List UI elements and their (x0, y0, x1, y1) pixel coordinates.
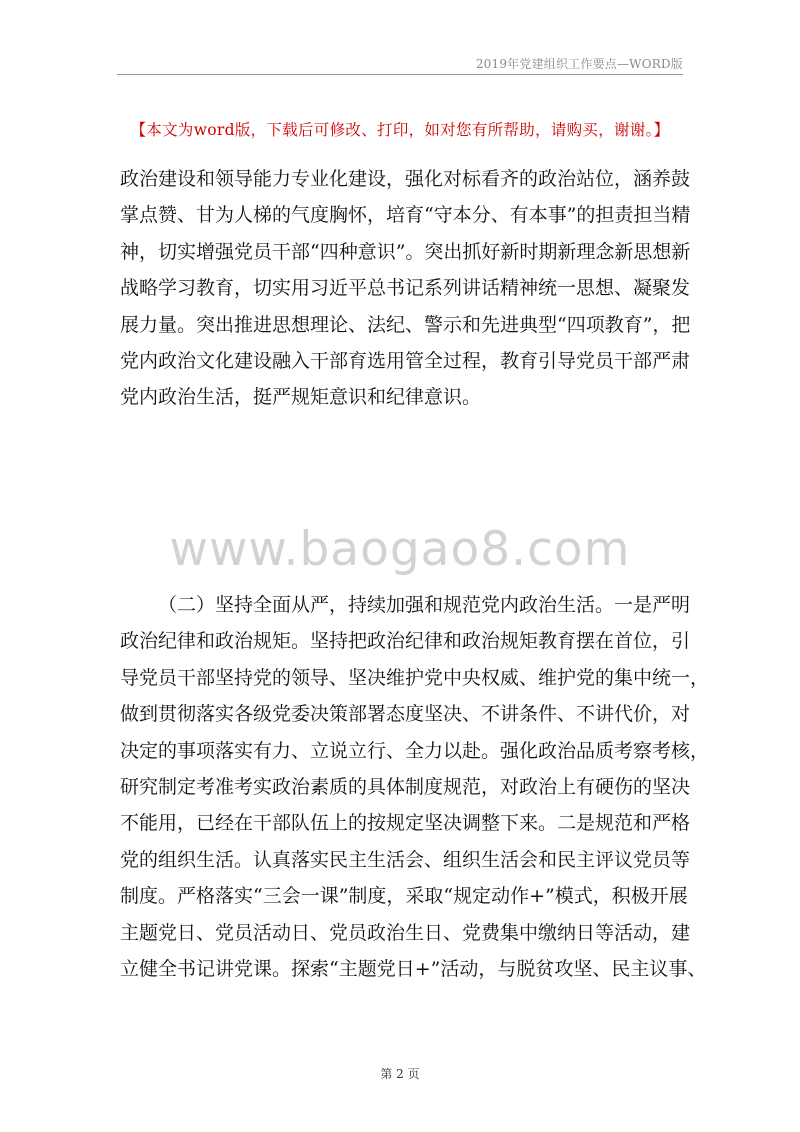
paragraph-line: 党内政治生活，挺严规矩意识和纪律意识。 (120, 386, 482, 409)
paragraph-line: 导党员干部坚持党的领导、坚决维护党中央权威、维护党的集中统一， (120, 666, 710, 689)
paragraph-line: 展力量。突出推进思想理论、法纪、警示和先进典型“四项教育”，把 (120, 313, 691, 336)
paragraph-line: 做到贯彻落实各级党委决策部署态度坚决、不讲条件、不讲代价，对 (120, 703, 691, 726)
watermark: www.baogao8.com (169, 522, 631, 577)
paragraph-line: 战略学习教育，切实用习近平总书记系列讲话精神统一思想、凝聚发 (120, 277, 691, 300)
header-divider (117, 74, 683, 75)
paragraph-2 (120, 587, 710, 987)
paragraph-1 (120, 161, 691, 416)
paragraph-line: 立健全书记讲党课。探索“主题党日+”活动，与脱贫攻坚、民主议事、 (120, 958, 707, 981)
paragraph-line: 主题党日、党员活动日、党员政治生日、党费集中缴纳日等活动，建 (120, 921, 691, 944)
paragraph-line: 党的组织生活。认真落实民主生活会、组织生活会和民主评议党员等 (120, 848, 691, 871)
paragraph-line: 研究制定考准考实政治素质的具体制度规范，对政治上有硬伤的坚决 (120, 776, 691, 799)
download-notice: 【本文为word版，下载后可修改、打印，如对您有所帮助，请购买，谢谢。】 (130, 121, 670, 139)
header-title: 2019年党建组织工作要点—WORD版 (475, 57, 683, 71)
paragraph-line: 制度。严格落实“三会一课”制度，采取“规定动作+”模式，积极开展 (120, 885, 688, 908)
paragraph-line: 党内政治文化建设融入干部育选用管全过程，教育引导党员干部严肃 (120, 350, 691, 373)
paragraph-line: 政治纪律和政治规矩。坚持把政治纪律和政治规矩教育摆在首位，引 (120, 630, 691, 653)
paragraph-line: 掌点赞、甘为人梯的气度胸怀，培育“守本分、有本事”的担责担当精 (120, 204, 691, 227)
paragraph-line: （二）坚持全面从严，持续加强和规范党内政治生活。一是严明 (158, 594, 691, 616)
paragraph-line: 神，切实增强党员干部“四种意识”。突出抓好新时期新理念新思想新 (120, 240, 691, 263)
paragraph-line: 不能用，已经在干部队伍上的按规定坚决调整下来。二是规范和严格 (120, 812, 691, 835)
page-number: 第 2 页 (380, 1067, 420, 1081)
paragraph-line: 决定的事项落实有力、立说立行、全力以赴。强化政治品质考察考核， (120, 739, 710, 762)
paragraph-line: 政治建设和领导能力专业化建设，强化对标看齐的政治站位，涵养鼓 (120, 168, 691, 190)
